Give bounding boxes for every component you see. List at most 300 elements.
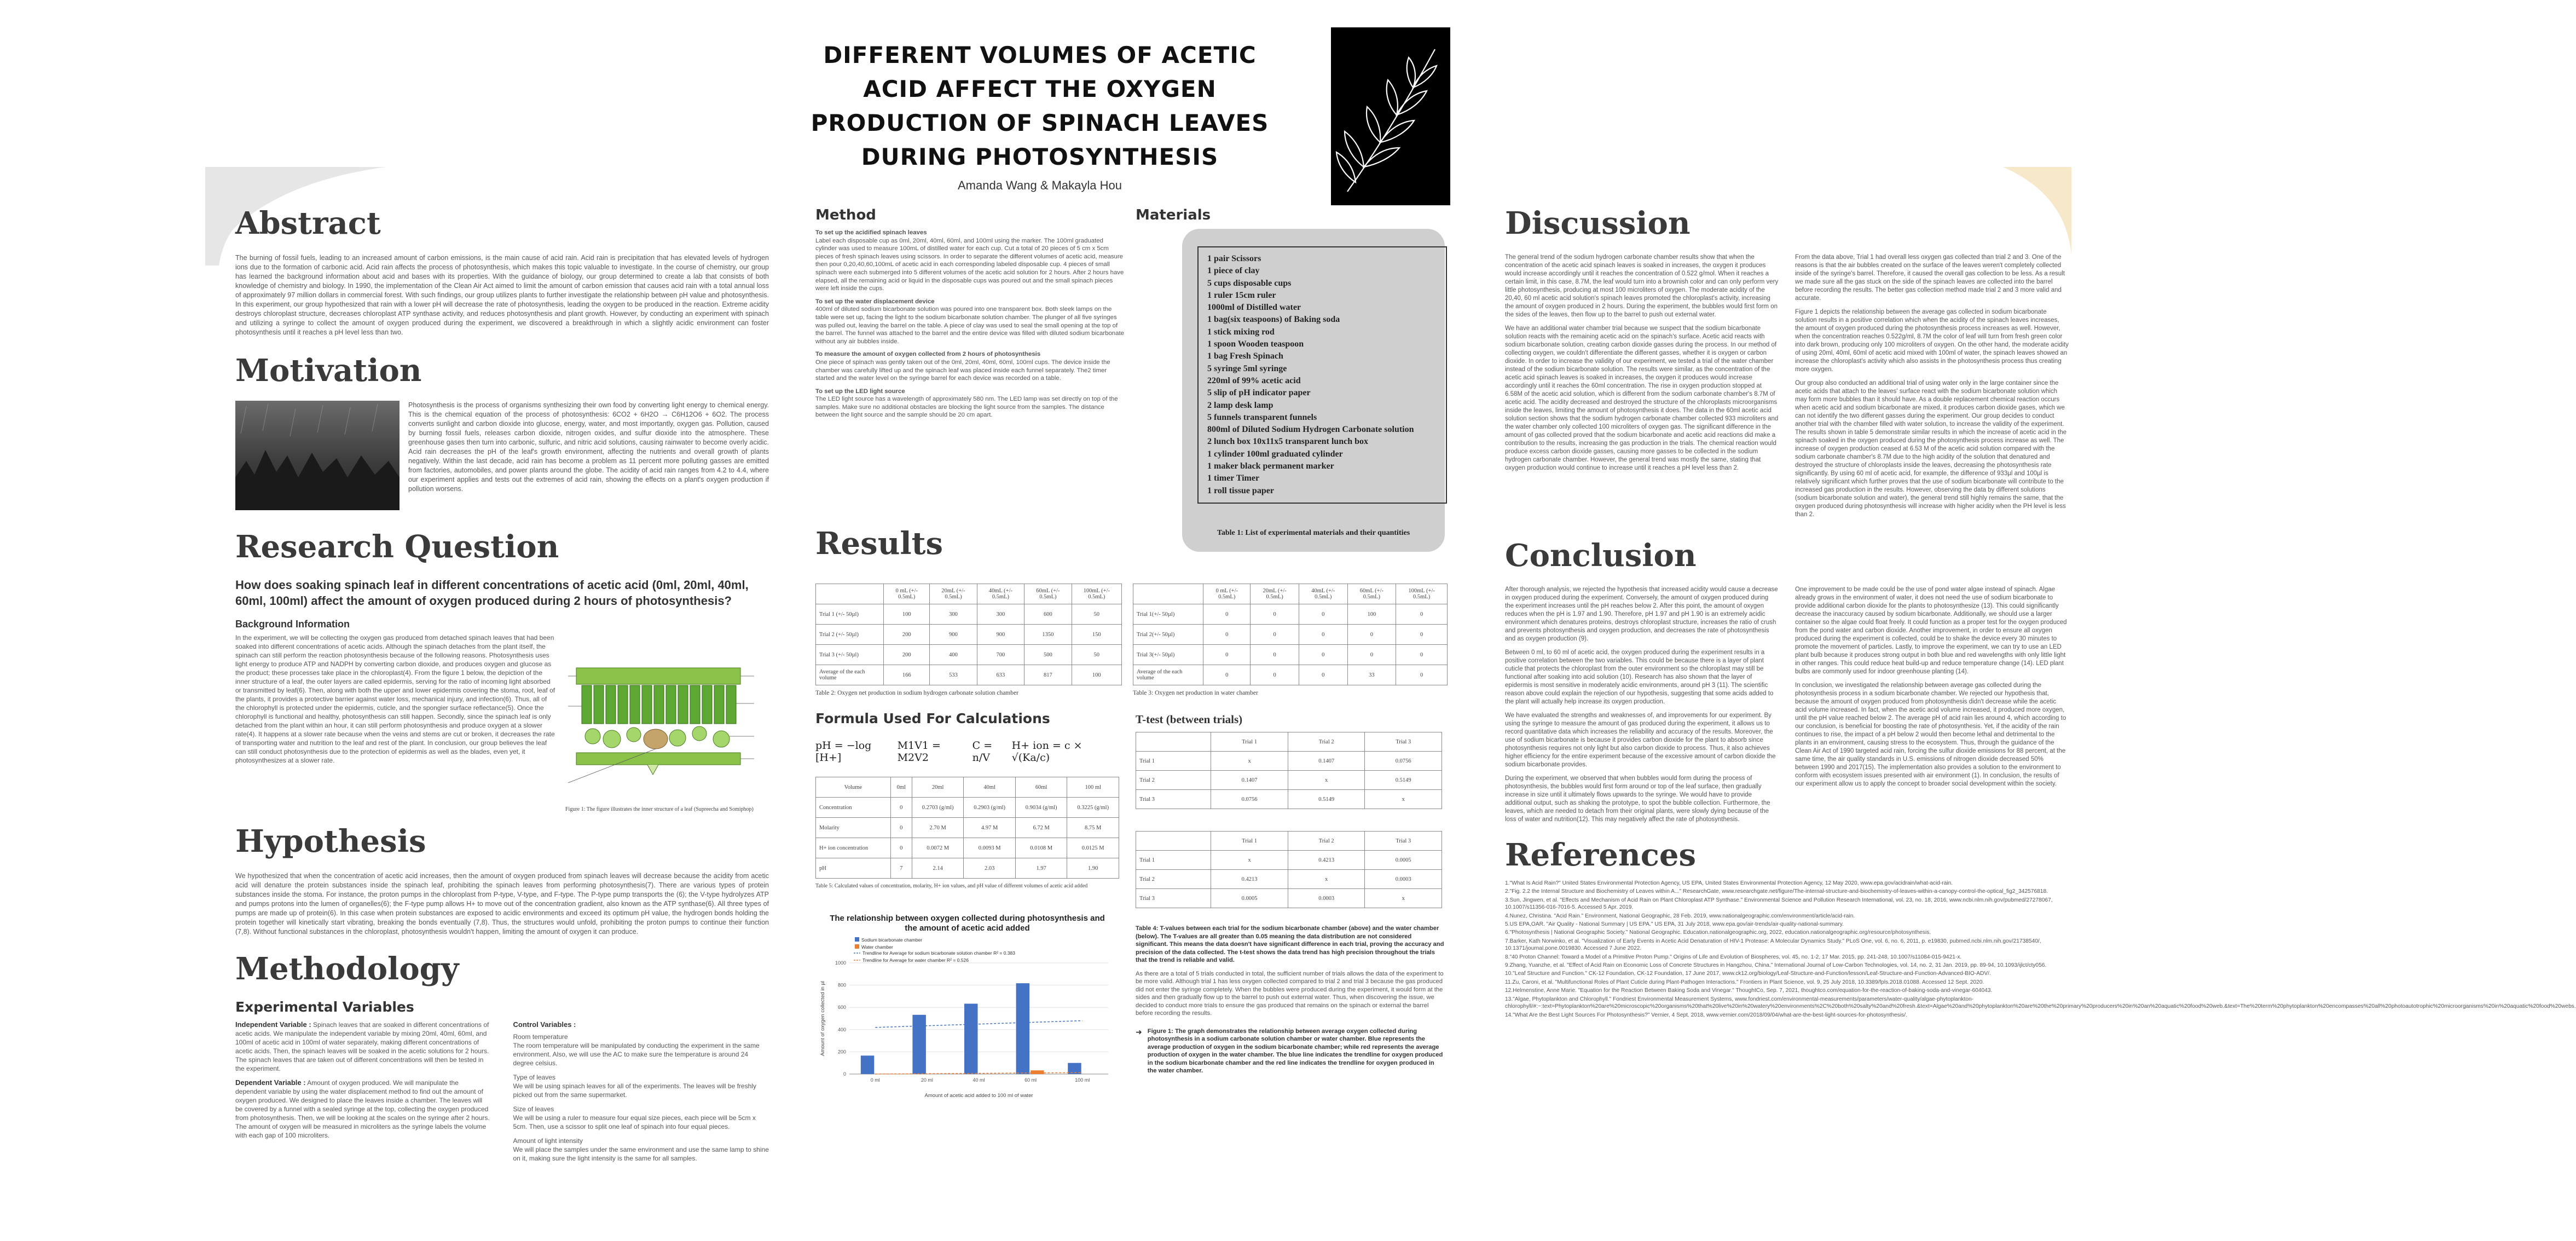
table-header-cell: 100mL (+/- 0.5mL): [1396, 584, 1448, 604]
table-cell: x: [1211, 851, 1288, 870]
reference-item: 2."Fig. 2.2 the Internal Structure and Biochemistry of Leaves within A..." ResearchGate, www.researchgate.net/figure/The-internal-structure-and-biochemistry-of-leaves-within-a-canopy-control-the-optical_fig2_342576818.: [1505, 888, 2048, 895]
table-cell: 0.5149: [1288, 790, 1365, 809]
column-method: [815, 207, 1125, 513]
y-tick-label: 1000: [835, 960, 846, 966]
table-2-caption: Table 2: Oxygen net production in sodium hydrogen carbonate solution chamber: [815, 690, 1018, 696]
table-cell: 0: [1203, 665, 1251, 685]
ttest-heading: T-test (between trials): [1136, 713, 1243, 726]
table-row-label: Trial 3: [1136, 790, 1211, 809]
table-row: [1136, 889, 1442, 908]
table-row-label: Trial 2: [1136, 870, 1211, 889]
material-item: 1 bag Fresh Spinach: [1207, 351, 1283, 361]
chart-bar: [1016, 983, 1029, 1074]
independent-variable-label: Independent Variable :: [235, 1020, 311, 1029]
table-header-cell: 20ml: [912, 777, 964, 798]
material-item: 800ml of Diluted Sodium Hydrogen Carbonate solution: [1207, 425, 1414, 435]
table-header-cell: 60ml: [1015, 777, 1067, 798]
table-row: [816, 798, 1119, 818]
table-row: [816, 858, 1119, 879]
reference-item: 13."Algae, Phytoplankton and Chlorophyll." Fondriest Environmental Measurement Systems, www.fondriest.com/environmental-measurements/parameters/water-quality/algae-phytoplankton-chlorophyll/#:~:text=Phytoplankton%20are%20microscopic%20organisms%20that%20live%20in%20watery%20environments%2C%20both%20salty%20and%20fresh.&text=Algae%20and%20phytoplankton%20are%20the%20primary%20producers%20in%20an%20aquatic%20food%20web.&text=The%20term%20phytoplankton%20encompasses%20all%20photoautotrophic%20microorganisms%20in%20aquatic%20food%20webs.: [1505, 996, 2576, 1010]
hypothesis-heading: Hypothesis: [235, 823, 426, 859]
discussion-paragraph: Our group also conducted an additional trial of using water only in the large container since the acetic acids that attach to the leaves' surface react with the sodium bicarbonate solution which may form more bubbles than it should have. As a double replacement chemical reaction occurs when acetic acid and sodium bicarbonate are mixed, it produces carbon dioxide gases, which we can not identify the two different gasses during the experiment. Our group decides to conduct another trial with the chamber filled with water solution, to increase the validity of the experiment. The results shown in table 5 demonstrate similar results in which the increase of acetic acid in the spinach soaked in the oxygen produced during the photosynthesis process increase as well. The increase of oxygen production ceased at 6.53 M of the acetic acid solution compared with the sodium carbonate chamber's 8.7M due to the high acidity of the solution that denatured and destroyed the structure of chloroplasts inside the leaves, decreasing the photosynthesis rate significantly. By using 60 ml of acetic acid, for example, the difference of 933µl and 100µl is relatively significant which further proves that the use of sodium bicarbonate will contribute to the increased gas production in the results. However, observing the data by different solutions (sodium bicarbonate solution and water), the general trend still highly remains the same, that the oxygen produced during photosynthesis will increase with higher acidity when the PH level is less than 2.: [1795, 380, 2067, 518]
material-item: 1 stick mixing rod: [1207, 327, 1275, 337]
table-header-cell: Trial 2: [1288, 832, 1365, 851]
table-header-row: [816, 777, 1119, 798]
oxygen-bar-chart: [815, 911, 1119, 1108]
method-step-title: To set up the water displacement device: [815, 298, 935, 305]
table-cell: 0: [1203, 625, 1251, 645]
legend-swatch: [855, 937, 859, 942]
table-cell: 0: [1203, 645, 1251, 665]
table-header-cell: 40ml: [964, 777, 1016, 798]
reference-item: 12.Helmenstine, Anne Marie. "Equation for the Reaction Between Baking Soda and Vinegar." ThoughtCo, Sep. 7, 2021, thoughtco.com/equation-for-the-reaction-of-baking-soda-and-vinegar-604043.: [1505, 988, 1993, 994]
materials-caption: Table 1: List of experimental materials and their quantities: [1217, 529, 1410, 537]
table-row: [816, 604, 1122, 625]
material-item: 1 pair Scissors: [1207, 254, 1261, 263]
table-cell: 0.4213: [1288, 851, 1365, 870]
table-header-cell: 0 mL (+/- 0.5mL): [1203, 584, 1251, 604]
table-cell: 0.3225 (g/ml): [1067, 798, 1119, 818]
materials-heading: Materials: [1136, 207, 1211, 223]
table-cell: 600: [1024, 604, 1072, 625]
table-cell: 1350: [1024, 625, 1072, 645]
acid-rain-photo: [235, 401, 400, 510]
conclusion-paragraph: In conclusion, we investigated the relationship between average gas collected during the photosynthesis process in a sodium bicarbonate chamber. We rejected our hypothesis that, because the amount of oxygen produced from photosynthesis didn't decrease while the acetic acid volume increased. In fact, when the acetic acid volume increased, it produced more oxygen, until the pH value reached below 2. The average pH of acid rain lies around 4, which according to our conclusion, is beneficial for boosting the rate of photosynthesis. Yet, if the acidity of the rain continues to rise, the impact of a pH below 2 would then become lethal and detrimental to the plants in an environment, causing stress to the ecosystem. Thus, through the guidance of the Clean Air Act of 1990 targeted acid rain, forcing the sulfur dioxide emissions for 88 percent, at the same time, the air quality standards in U.S. emissions of nitrogen dioxide decreased 50% between 1990 and 2017(15). The implementation also provides a solution to the environment to conform with ecosystem issues presented with air environment (1). In conclusion, the results of our experiment allow us to apply the concept to broader social development within the society.: [1795, 682, 2066, 787]
control-name: Type of leaves: [513, 1073, 555, 1081]
legend-label: Water chamber: [861, 944, 893, 950]
legend-label: Trendline for Average for water chamber R² = 0.526: [862, 957, 969, 963]
table-header-cell: [1136, 832, 1211, 851]
poster-title-block: [766, 38, 1313, 193]
table-row: [1136, 851, 1442, 870]
table-cell: 0.0005: [1365, 851, 1442, 870]
leaf-structure-figure: [565, 651, 762, 799]
table-row: [1133, 625, 1448, 645]
legend-label: Trendline for Average for sodium bicarbonate solution chamber R² = 0.383: [862, 950, 1016, 956]
control-item: [513, 1136, 769, 1163]
table-cell: 50: [1072, 604, 1121, 625]
y-tick-label: 800: [837, 982, 846, 988]
table-cell: 100: [1072, 665, 1121, 685]
control-text: We will be using a ruler to measure four equal size pieces, each piece will be 5cm x 5cm. Then, use a scissor to split one leaf of spinach into four equal pieces.: [513, 1114, 756, 1130]
material-item: 1 spoon Wooden teaspoon: [1207, 339, 1304, 349]
table-row-label: Average of the each volume: [816, 665, 884, 685]
table-cell: 0: [1396, 645, 1448, 665]
y-tick-label: 200: [837, 1049, 846, 1055]
legend-label: Sodium bicarbonate chamber: [861, 937, 923, 943]
method-step-text: 400ml of diluted sodium bicarbonate solution was poured into one transparent box. Both sleek lamps on the table were set up, facing the light to the sodium bicarbonate solution chamber. The plunger of all five syringes was pulled out, leaving the barrel on the table. A piece of clay was used to seal the small opening at the top of the barrel. The funnel was attached to the barrel and the entire device was filled with diluted sodium bicarbonate without any air bubbles inside.: [815, 306, 1124, 345]
conclusion-paragraph: During the experiment, we observed that when bubbles would form during the process of photosynthesis, the bubbles would first form around or top of the leaf surface, then gradually increase in size until it ultimately flows upwards to the syringe. We would have to provide additional output, such as shaking the prototype, to spot the bubble collection. Furthermore, the leaves, which are needed to detach from their original plants, were slowly dying because of the loss of water and nutrition(12). This may negatively affect the rate of photosynthesis.: [1505, 775, 1770, 823]
table-header-cell: Volume: [816, 777, 891, 798]
discussion-heading: Discussion: [1505, 205, 1691, 241]
table-cell: 0: [890, 838, 912, 858]
y-tick-label: 600: [837, 1005, 846, 1011]
table-cell: 0: [1299, 665, 1347, 685]
table-cell: 0.1407: [1288, 752, 1365, 771]
table-cell: 50: [1072, 645, 1121, 665]
control-text: The room temperature will be manipulated by conducting the experiment in the same environment. Also, we will use the AC to make sure the temperature is around 24 degree celsius.: [513, 1042, 760, 1067]
table-cell: 0.0756: [1211, 790, 1288, 809]
references-heading: References: [1505, 837, 1696, 873]
material-item: 1 maker black permanent marker: [1207, 461, 1334, 471]
table-header-row: [1136, 832, 1442, 851]
table-cell: 0: [890, 818, 912, 838]
chart-bar: [964, 1004, 977, 1074]
table-header-cell: 40mL (+/- 0.5mL): [1299, 584, 1347, 604]
table-cell: 533: [930, 665, 977, 685]
table-cell: 700: [977, 645, 1024, 665]
table-row: [816, 625, 1122, 645]
background-heading: Background Information: [235, 619, 350, 630]
method-step: [815, 350, 1125, 382]
reference-item: 4.Nunez, Christina. "Acid Rain." Environment, National Geographic, 28 Feb. 2019, www.nationalgeographic.com/environment/article/acid-rain.: [1505, 913, 1855, 919]
table-cell: 0.0005: [1211, 889, 1288, 908]
table-cell: 0: [1251, 604, 1299, 625]
table-header-cell: 60mL (+/- 0.5mL): [1024, 584, 1072, 604]
table-cell: 2.70 M: [912, 818, 964, 838]
experimental-variables-heading: Experimental Variables: [235, 999, 414, 1015]
table-cell: 0.9034 (g/ml): [1015, 798, 1067, 818]
materials-list: [1197, 246, 1447, 504]
conclusion-paragraph: Between 0 ml, to 60 ml of acetic acid, the oxygen produced during the experiment results in a positive correlation between the two variables. This could be because there is a layer of plant cuticle that protects the chloroplast from the outer environment so the chloroplast may still be functional after soaking into acid solution (10). Research has also shown that the layer of epidermis is most sensitive in moderately acidic environments, around pH 3 (11). The scientific reason above could explain the rejection of our hypothesis, suggesting that some acids added to the plant will actually help increase its oxygen production.: [1505, 649, 1774, 705]
ttest-table-water: [1136, 831, 1442, 908]
reference-item: 1."What Is Acid Rain?" United States Environmental Protection Agency, US EPA, United States Environmental Protection Agency, 12 May 2020, www.epa.gov/acidrain/what-acid-rain.: [1505, 880, 1953, 886]
table-cell: 1.97: [1015, 858, 1067, 879]
table-header-cell: 0ml: [890, 777, 912, 798]
table-cell: 0: [1251, 645, 1299, 665]
abstract-heading: Abstract: [235, 205, 381, 241]
table-cell: 0.1407: [1211, 771, 1288, 790]
poster-title-line: ACID AFFECT THE OXYGEN: [863, 76, 1217, 102]
x-tick-label: 0 ml: [870, 1077, 880, 1083]
table-header-cell: Trial 3: [1365, 832, 1442, 851]
table-cell: 2.03: [964, 858, 1016, 879]
table-header-row: [816, 584, 1122, 604]
table-cell: 0: [890, 798, 912, 818]
formula-heading: Formula Used For Calculations: [815, 711, 1050, 726]
table-cell: x: [1365, 889, 1442, 908]
control-variables: [513, 1020, 769, 1029]
table-cell: x: [1288, 870, 1365, 889]
poster-authors: Amanda Wang & Makayla Hou: [958, 178, 1122, 192]
table-header-cell: 100 ml: [1067, 777, 1119, 798]
table-cell: 0.2903 (g/ml): [964, 798, 1016, 818]
reference-item: 9.Zhang, Yuanzhe, et al. "Effect of Acid Rain on Economic Loss of Concrete Structures in Hangzhou, China." International Journal of Low-Carbon Technologies, vol. 14, no. 2, 31 Jan. 2019, pp. 89-94, 10.1093/ijlct/cty056.: [1505, 962, 2047, 969]
table-header-cell: 0 mL (+/- 0.5mL): [884, 584, 930, 604]
oxygen-table-sodium: [815, 584, 1122, 685]
table-row-label: Trial 2: [1136, 771, 1211, 790]
column-left: [235, 205, 769, 1234]
table-cell: 0.0072 M: [912, 838, 964, 858]
research-question: How does soaking spinach leaf in different concentrations of acetic acid (0ml, 20ml, 40ml, 60ml, 100ml) affect the amount of oxygen produced during 2 hours of photosynthesis?: [235, 578, 749, 608]
material-item: 2 lamp desk lamp: [1207, 400, 1273, 410]
reference-item: 3.Sun, Jingwen, et al. "Effects and Mechanism of Acid Rain on Plant Chloroplast ATP Synthase." Environmental Science and Pollution Research International, vol. 23, no. 18, 2016, www.ncbi.nlm.nih.gov/pubmed/27278067, 10.1007/s11356-016-7016-5. Accessed 5 Apr. 2019.: [1505, 897, 2053, 911]
method-step-title: To measure the amount of oxygen collected from 2 hours of photosynthesis: [815, 351, 1041, 358]
hypothesis-text: We hypothesized that when the concentration of acetic acid increases, then the amount of oxygen produced from spinach leaves will decrease because the acidity from acetic acid will denature the protein substances inside the spinach leaf, prohibiting the spinach leaves from performing photosynthesis(7). There are various types of protein substances inside the stoma. For instance, the proton pumps in the chloroplast from P-type, V-type, and F-type. The P-type pump transports the (6); the V-type hydrolyzes ATP and pumps protons into the lumen of organelles(6); the F-type pump allows H+ to move out of the concentration gradient, also known as the ATP synthase(6). All three types of pumps are made up of protein(6). In this case when protein substances are exposed to acidic environments and exceed its optimum pH value, the hydrogen bonds holding the protein together will kinetically start vibrating, breaking the bonds eventually (7,8). Thus, the structures would unfold, prohibiting the proton pumps to continue their function (7,8). Without functional substances in the chloroplast, photosynthesis wouldn't happen, limiting the amount of oxygen it can produce.: [235, 872, 769, 936]
legend-swatch: [855, 944, 859, 949]
table-row-label: Trial 2 (+/- 50µl): [816, 625, 884, 645]
method-step: [815, 298, 1125, 346]
column-right: [1505, 205, 2576, 1234]
materials-box: [1182, 229, 1445, 552]
table-cell: 0: [1396, 625, 1448, 645]
table-cell: 817: [1024, 665, 1072, 685]
ttest-table-sodium: [1136, 732, 1442, 809]
chart-bar: [861, 1055, 874, 1074]
table-cell: 0: [1396, 604, 1448, 625]
table-cell: 6.72 M: [1015, 818, 1067, 838]
figure-1-chart-caption: Figure 1: The graph demonstrates the relationship between average oxygen collected during photosynthesis in a sodium carbonate solution chamber or water chamber. Blue represents the average production of oxygen in the sodium bicarbonate chamber; while red represents the average production of oxygen in the water chamber. The blue line indicates the trendline for oxygen produced in the sodium bicarbonate chamber and the red line indicates the trendline for oxygen produced in the water chamber.: [1147, 1028, 1443, 1074]
chart-title: The relationship between oxygen collected during photosynthesis and: [830, 914, 1105, 923]
table-row-label: Average of the each volume: [1133, 665, 1203, 685]
material-item: 1 bag(six teaspoons) of Baking soda: [1207, 315, 1340, 325]
table-cell: 200: [884, 625, 930, 645]
motivation-text: Photosynthesis is the process of organisms synthesizing their own food by converting light energy to chemical energy. This is the chemical equation of the process of photosynthesis: 6CO2 + 6H2O → C6H12O6 + 6O2. The process converts sunlight and carbon dioxide into glucose, energy, water, and most importantly, oxygen gas. Pollution, caused by burning fossil fuels, releases carbon dioxide, nitrogen oxides, and sulfur dioxide into the atmosphere. These greenhouse gases then turn into carbonic, sulfuric, and nitric acid solutions, causing rainwater to become overly acidic. Acid rain decreases the pH of the leaf's growth environment, affecting the nutrients and overall growth of plants negatively. Within the last decade, acid rain has become a problem as 11 percent more polluting gasses are emitted from factories, automobiles, and power plants around the globe. The acidity of acid rain ranges from 4.2 to 4.4, where our experiment applies and tests out the extremes of acid rain, showing the effects on a plant's oxygen production if pollution worsens.: [408, 401, 769, 493]
table-row: [1136, 790, 1442, 809]
table-cell: 300: [977, 604, 1024, 625]
method-step: [815, 388, 1125, 419]
material-item: 1 timer Timer: [1207, 474, 1260, 483]
method-step-title: To set up the acidified spinach leaves: [815, 229, 927, 236]
table-row-label: Trial 3 (+/- 50µl): [816, 645, 884, 665]
control-text: We will be using spinach leaves for all of the experiments. The leaves will be freshly picked out from the same supermarket.: [513, 1082, 756, 1099]
table-row-label: Concentration: [816, 798, 891, 818]
control-name: Amount of light intensity: [513, 1137, 583, 1145]
y-axis-label: Amount of oxygen collected in µl: [820, 981, 826, 1056]
material-item: 1000ml of Distilled water: [1207, 303, 1301, 313]
table-cell: 300: [930, 604, 977, 625]
material-item: 1 piece of clay: [1207, 266, 1260, 276]
table-cell: x: [1211, 752, 1288, 771]
x-tick-label: 40 ml: [972, 1077, 985, 1083]
research-question-heading: Research Question: [235, 529, 559, 565]
x-tick-label: 60 ml: [1024, 1077, 1037, 1083]
table-header-cell: Trial 3: [1365, 732, 1442, 752]
method-heading: Method: [815, 207, 876, 223]
table-cell: 500: [1024, 645, 1072, 665]
reference-item: 7.Barker, Kath Norwinko, et al. "Visualization of Early Events in Acetic Acid Denaturation of HIV-1 Protease: A Molecular Dynamics Study." PLoS One, vol. 6, no. 6, 2011, p. e19830, pubmed.ncbi.nlm.nih.gov/21738540/, 10.1371/journal.pone.0019830. Accessed 7 June 2022.: [1505, 938, 2041, 952]
figure-1-caption: Figure 1: The figure illustrates the inner structure of a leaf (Supreecha and Somiphop): [565, 806, 754, 812]
table-row-label: Trial 1 (+/- 50µl): [816, 604, 884, 625]
results-heading: Results: [815, 526, 943, 562]
reference-item: 10."Leaf Structure and Function." CK-12 Foundation, CK-12 Foundation, 17 June 2017, www.ck12.org/biology/Leaf-Structure-and-Function/lesson/Leaf-Structure-and-Function-Advanced-BIO-ADV/.: [1505, 971, 1991, 977]
formula-dilution: M1V1 = M2V2: [897, 740, 941, 764]
table-cell: 0: [1299, 604, 1347, 625]
table-row: [816, 665, 1122, 685]
conclusion-paragraph: We have evaluated the strengths and weaknesses of, and improvements for our experiment. By using the syringe to measure the amount of gas produced during the experiment, it allows us to record quantitative data which increases the reliability and accuracy of the results. Moreover, the use of sodium bicarbonate is because it provides carbon dioxide for the plant to absorb since photosynthesis requires not only light but also carbon dioxide to process. Thus, it also achieves higher efficiency for the entire experiment because of the excessive amount of carbon dioxide the sodium bicarbonate provides.: [1505, 712, 1776, 768]
table-cell: 200: [884, 645, 930, 665]
table-3-caption: Table 3: Oxygen net production in water chamber: [1133, 690, 1258, 696]
dependent-variable: [235, 1078, 491, 1140]
material-item: 5 slip of pH indicator paper: [1207, 388, 1311, 398]
poster-title-line: DIFFERENT VOLUMES OF ACETIC: [823, 42, 1257, 68]
table-cell: x: [1365, 790, 1442, 809]
table-cell: 100: [1347, 604, 1396, 625]
table-cell: 0: [1347, 625, 1396, 645]
table-row-label: Molarity: [816, 818, 891, 838]
reference-item: 6."Photosynthesis | National Geographic Society." National Geographic. Education.nationalgeographic.org, 2022, education.nationalgeographic.org/resource/photosynthesis.: [1505, 930, 1931, 936]
y-tick-label: 0: [843, 1071, 846, 1077]
conclusion-heading: Conclusion: [1505, 538, 1697, 574]
dependent-variable-label: Dependent Variable :: [235, 1078, 306, 1087]
control-item: [513, 1073, 769, 1099]
table-cell: 0.0756: [1365, 752, 1442, 771]
table-row: [1133, 604, 1448, 625]
table-header-cell: 40mL (+/- 0.5mL): [977, 584, 1024, 604]
reference-item: 8."40 Proton Channel: Toward a Model of a Primitive Proton Pump." Origins of Life and Evolution of Biospheres, vol. 45, no. 1-2, 17 Mar. 2015, pp. 241-248, 10.1007/s11084-015-9421-x.: [1505, 954, 1962, 960]
material-item: 1 roll tissue paper: [1207, 486, 1274, 495]
table-header-cell: Trial 2: [1288, 732, 1365, 752]
table-cell: 8.75 M: [1067, 818, 1119, 838]
independent-variable-text: Spinach leaves that are soaked in different concentrations of acetic acids. We manipulate the independent variable by mixing 20ml, 40ml, 60ml, and 100ml of acetic acid in 100ml of water separately, making different concentrations of acetic acids. Then, the spinach leaves will be soaked in the acetic solutions for 2 hours. The spinach leaves that are taken out of different concentrations will then be tested in the experiment.: [235, 1021, 489, 1072]
x-axis-label: Amount of acetic acid added to 100 ml of water: [924, 1093, 1033, 1099]
table-header-row: [1133, 584, 1448, 604]
table-5-caption: Table 5: Calculated values of concentration, molarity, H+ ion values, and pH value of different volumes of acetic acid added: [815, 883, 1088, 889]
table-cell: 150: [1072, 625, 1121, 645]
material-item: 1 ruler 15cm ruler: [1207, 290, 1276, 300]
calculation-table: [815, 777, 1119, 879]
table-row: [816, 838, 1119, 858]
chart-bar: [912, 1015, 925, 1074]
table-header-cell: 100mL (+/- 0.5mL): [1072, 584, 1121, 604]
table-cell: 166: [884, 665, 930, 685]
table-cell: 0.0125 M: [1067, 838, 1119, 858]
table-row-label: Trial 3(+/- 50µl): [1133, 645, 1203, 665]
table-cell: 2.14: [912, 858, 964, 879]
table-cell: 0: [1251, 665, 1299, 685]
poster-title-line: PRODUCTION OF SPINACH LEAVES: [811, 109, 1269, 136]
table-cell: 0: [1347, 645, 1396, 665]
conclusion-paragraph: One improvement to be made could be the use of pond water algae instead of spinach. Algae already grows in the environment of water, it does not need the use of sodium bicarbonate to provide additional carbon dioxide for the plants to photosynthesize (13). This could significantly decrease the inaccuracy caused by sodium bicarbonate. Additionally, we should use a larger container so the algae could float freely. It could function as a proper test for the oxygen produced from the pond water and carbon dioxide. Another improvement, in order to ensure all oxygen produced during the experiment is collected, could be to shake the device every 30 minutes to promote the movement of particles. Lastly, to improve the experiment, we can try to use an LED plant bulb because it produces strong output in both blue and red wavelengths with only little light in other ranges. This could reduce heat build-up and reduce temperature change (14). LED plant bulbs are commonly used for indoor greenhouse planting (14).: [1795, 586, 2067, 675]
formula-ph: pH = −log [H+]: [815, 740, 872, 764]
forest-silhouette-icon: [235, 401, 400, 510]
method-step-text: Label each disposable cup as 0ml, 20ml, 40ml, 60ml, and 100ml using the marker. The 100ml graduated cylinder was used to measure 100mL of distilled water for each cup. Cut a total of 20 pieces of 5 cm x 5cm pieces of fresh spinach leaves using scissors. In order to separate the different volumes of acetic acid, measure then pour 0,20,40,60,100mL of acetic acid in each corresponding labeled disposable cup. 4 pieces of small spinach were each submerged into 5 different volumes of the acetic acid solution for 2 hours. After 2 hours have elapsed, all the remaining acid or liquid in the disposable cups was poured out and the small spinach pieces were left inside the cups.: [815, 237, 1124, 292]
table-header-cell: 20mL (+/- 0.5mL): [930, 584, 977, 604]
table-cell: 0.0003: [1365, 870, 1442, 889]
table-header-cell: [816, 584, 884, 604]
conclusion-paragraph: After thorough analysis, we rejected the hypothesis that increased acidity would cause a decrease in oxygen produced during the experiment. Conversely, the amount of oxygen produced during the experiment increases until the pH reaches below 2. After this point, the amount of oxygen reduces when the pH is 1.97 and 1.90. Therefore, pH 1.97 and pH 1.90 is an extremely acidic environment which denatures proteins, destroys chloroplast structure, increases the ratio of crush and prevents photosynthesis and oxygen production, and decreases the rate of photosynthesis and as oxygen production (9).: [1505, 586, 1778, 642]
table-row: [1136, 870, 1442, 889]
oxygen-table-water: [1133, 584, 1448, 685]
table-row-label: Trial 1(+/- 50µl): [1133, 604, 1203, 625]
table-row: [1133, 665, 1448, 685]
methodology-heading: Methodology: [235, 951, 459, 987]
table-row-label: Trial 1: [1136, 752, 1211, 771]
material-item: 220ml of 99% acetic acid: [1207, 376, 1301, 385]
leaf-branch-icon: [1331, 27, 1450, 205]
dependent-variable-text: Amount of oxygen produced. We will manipulate the dependent variable by using the water displacement method to find out the amount of oxygen produced. We designed to place the leaves inside a chamber. The leaves will be covered by a funnel with a sealed syringe at the top, collecting the oxygen produced from photosynthesis. Then, we will be looking at the scales on the syringe after 2 hours. The amount of oxygen will be measured in microliters as the syringe labels the volume with each gap of 100 microliters.: [235, 1079, 490, 1139]
independent-variable: [235, 1020, 491, 1073]
table-cell: 0: [1299, 625, 1347, 645]
table-4-caption: Table 4: T-values between each trial for the sodium bicarbonate chamber (above) and the water chamber (below). The T-values are all greater than 0.05 meaning the data distribution are not considered significant. This means the data doesn't have significant difference in each trial, proving the accuracy and precision of the data collected. The t-test shows the data trend has high precision throughout the trials that the trend is reliable and valid.: [1136, 925, 1444, 963]
table-header-cell: Trial 1: [1211, 732, 1288, 752]
control-text: We will place the samples under the same environment and use the same lamp to shine on it, making sure the light intensity is the same for all samples.: [513, 1146, 769, 1162]
table-row-label: pH: [816, 858, 891, 879]
control-item: [513, 1032, 769, 1067]
table-cell: 4.97 M: [964, 818, 1016, 838]
discussion-paragraph: From the data above, Trial 1 had overall less oxygen gas collected than trial 2 and 3. One of the reasons is that the air bubbles created on the surface of the leaves weren't completely collected inside of the syringe's barrel. Therefore, it caused the overall gas collection to be less. As a result we made sure all the gas stuck on the side of the spinach leaves are collected into the barrel before recording the results. The better gas collection method made trial 2 and 3 more valid and accurate.: [1795, 254, 2065, 302]
discussion-paragraph: The general trend of the sodium hydrogen carbonate chamber results show that when the concentration of the acetic acid spinach leaves is soaked in increases, the oxygen it produces would increase accordingly until it reaches the concentration of 0.522 g/mol. When it reaches a certain limit, in this case, 8.7M, the leaf would turn into a brownish color and can only perform very little photosynthesis, producing at most 100 microliters of oxygen. The moderate acidity of the 20,40, 60 ml acetic acid solution's spinach leaves promoted the chloroplast's activity, increasing the amount of oxygen produced in 2 hours. During the experiment, the bubbles would first form on the sides of the leaves, then flow up to the barrel to push out external water.: [1505, 254, 1779, 318]
material-item: 2 lunch box 10x11x5 transparent lunch box: [1207, 437, 1368, 447]
references-list: [1505, 880, 2576, 1019]
table-header-cell: [1133, 584, 1203, 604]
control-item: [513, 1105, 769, 1131]
leaf-logo: [1331, 27, 1450, 205]
arrow-right-icon: ➜: [1136, 1027, 1142, 1036]
table-cell: 0.4213: [1211, 870, 1288, 889]
table-header-cell: 60mL (+/- 0.5mL): [1347, 584, 1396, 604]
reference-item: 5.US EPA,OAR. "Air Quality - National Summary | US EPA." US EPA, 31 July 2018, www.epa.gov/air-trends/air-quality-national-summary.: [1505, 921, 1844, 928]
material-item: 5 funnels transparent funnels: [1207, 412, 1317, 422]
chart-bar: [1031, 1070, 1044, 1074]
background-text: In the experiment, we will be collecting the oxygen gas produced from detached spinach leaves that had been soaked into different concentrations of acetic acids. Although the spinach detaches from the plant itself, the spinach can still perform the reaction photosynthesis because of the following reasons. Photosynthesis uses light energy to produce ATP and NADPH by converting carbon dioxide, and produces oxygen and glucose as the product; these processes take place in the chloroplast(4). From the figure 1 below, the depiction of the inner structure of a leaf, the outer layers are called epidermis, serving for the ratio of incoming light absorbed or transmitted by leaf(6). Then, along with both the upper and lower epidermis covering the stoma, root, leaf of the plants, it provides a protective barrier against water loss, mechanical injury, and infection(6). Thus, all of the chlorophyll is protected under the epidermis, cuticle, and the spongier surface reflectance(5). Once the chlorophyll is functional and healthy, photosynthesis can still happen. Secondly, since the spinach leaf is only detached from the plant within an hour, it can still perform photosynthesis and produce oxygen at a slower rate(4). It happens at a slower rate because when the veins and stems are cut or broken, it decreases the rate of transporting water and nutrition to the leaf and rest of the plant. In conclusion, our group believes the leaf can still conduct photosynthesis due to the protection of epidermis as well as the blades, even yet, it photosynthesizes at a slower rate.: [235, 634, 555, 764]
method-step-text: One piece of spinach was gently taken out of the 0ml, 20ml, 40ml, 60ml, 100ml cups. The device inside the chamber was carefully lifted up and the spinach leaf was placed inside each funnel separately. The2 timer started and the water level on the syringe barrel for each device was recorded on a table.: [815, 359, 1110, 382]
table-row-label: Trial 1: [1136, 851, 1211, 870]
table-row: [1136, 752, 1442, 771]
table-cell: 0: [1299, 645, 1347, 665]
y-tick-label: 400: [837, 1026, 846, 1032]
control-variables-label: Control Variables :: [513, 1020, 576, 1029]
table-cell: 100: [884, 604, 930, 625]
table-header-cell: Trial 1: [1211, 832, 1288, 851]
table-cell: 0.5149: [1365, 771, 1442, 790]
column-results: [815, 526, 1456, 1237]
method-step-text: The LED light source has a wavelength of approximately 580 nm. The LED lamp was set directly on top of the samples. Make sure no additional obstacles are blocking the light source from the samples. The distance between the light source and the sample should be 20 cm apart.: [815, 396, 1118, 419]
method-step: [815, 229, 1125, 293]
control-name: Size of leaves: [513, 1105, 554, 1113]
formula-hydrogen-ion: H+ ion = c × √(Ka/c): [1011, 740, 1083, 764]
chart-title: the amount of acetic acid added: [905, 923, 1030, 933]
x-tick-label: 100 ml: [1075, 1077, 1090, 1083]
table-cell: x: [1288, 771, 1365, 790]
table-cell: 0: [1251, 625, 1299, 645]
control-name: Room temperature: [513, 1033, 568, 1041]
motivation-heading: Motivation: [235, 353, 422, 389]
table-row-label: Trial 3: [1136, 889, 1211, 908]
reference-item: 11.Zu, Caroni, et al. "Multifunctional Roles of Plant Cuticle during Plant-Pathogen Interactions." Frontiers in Plant Science, vol. 9, 25 July 2018, 10.3389/fpls.2018.01088. Accessed 12 Sept. 2020.: [1505, 979, 1984, 985]
table-cell: 0.2703 (g/ml): [912, 798, 964, 818]
reference-item: 14."What Are the Best Light Sources For Photosynthesis?" Vernier, 4 Sept. 2018, www.vernier.com/2018/09/04/what-are-the-best-light-sources-for-photosynthesis/.: [1505, 1012, 1907, 1018]
table-cell: 1.90: [1067, 858, 1119, 879]
material-item: 5 syringe 5ml syringe: [1207, 363, 1287, 373]
table-cell: 0.0108 M: [1015, 838, 1067, 858]
table-row: [1133, 645, 1448, 665]
table-cell: 0: [1203, 604, 1251, 625]
table-cell: 633: [977, 665, 1024, 685]
table-cell: 0: [1396, 665, 1448, 685]
table-row: [1136, 771, 1442, 790]
method-step-title: To set up the LED light source: [815, 388, 905, 395]
discussion-paragraph: Figure 1 depicts the relationship between the average gas collected in sodium bicarbonate solution results in a positive correlation which when the acidity of the spinach leaves increases, the amount of oxygen produced during the photosynthesis process increases as well. However, when the concentration reaches 0.522g/ml, 8.7M the color of leaf will turn from fresh green color into dark brown, producing only 100 microliters of oxygen. On the other hand, the moderate acidity of using 20ml, 40ml, 60ml of acetic acid mixed with 100ml of water, the spinach leaves showed an increase the chloroplast's activity which also assists in the photosynthesis process thus creating more oxygen.: [1795, 309, 2069, 373]
x-tick-label: 20 ml: [921, 1077, 933, 1083]
formula-concentration: C = n/V: [972, 740, 993, 764]
table-row-label: H+ ion concentration: [816, 838, 891, 858]
table-cell: 400: [930, 645, 977, 665]
table-header-cell: 20mL (+/- 0.5mL): [1251, 584, 1299, 604]
table-header-row: [1136, 732, 1442, 752]
table-cell: 900: [977, 625, 1024, 645]
table-row-label: Trial 2(+/- 50µl): [1133, 625, 1203, 645]
table-cell: 0.0093 M: [964, 838, 1016, 858]
table-cell: 0.0003: [1288, 889, 1365, 908]
table-cell: 7: [890, 858, 912, 879]
ttest-analysis: As there are a total of 5 trials conducted in total, the sufficient number of trials allows the data of the experiment to be more valid. Although trial 1 has less oxygen collected compared to trial 2 and trial 3 because the gas produced did not enter the syringe completely. When the bubbles were produced during the experiment, it would form at the sides and then gradually flow up to the barrel to push out external water. Thus, when discovering the issue, we decided to conduct more trials to ensure the gas produced that remains on the spinach or external the barrel before recording the results.: [1136, 970, 1444, 1017]
abstract-text: The burning of fossil fuels, leading to an increased amount of carbon emissions, is the main cause of acid rain. Acid rain is precipitation that has elevated levels of hydrogen ions due to the formation of carbonic acid. Acid rain affects the process of photosynthesis, which makes this topic valuable to investigate. In the course of chemistry, our group has learned the background information about acid and bases with its properties. With the guidance of biology, our group determined to create a lab that consists of both knowledge of chemistry and biology. In 1990, the implementation of the Clean Air Act aimed to limit the amount of carbon emission that causes acid rain with a total annual loss of approximately 97 million dollars in commercial forest. With such findings, our group utilizes plants to further investigate the relationship between pH value and photosynthesis. In this experiment, our group hypothesized that rain with a lower pH will decrease the rate of photosynthesis, leading the oxygen to be produced in the reaction. Extreme acidity destroys chloroplast structure, decreases chloroplast ATP synthase activity, and reduces photosynthesis and plant growth. However, by conducting an experiment with spinach and utilizing a syringe to collect the amount of oxygen produced during the experiment, we discovered a breakthrough in which a slightly acidic environment can foster photosynthesis until it reaches a pH level less than two.: [235, 254, 769, 336]
poster-title-line: DURING PHOTOSYNTHESIS: [861, 143, 1219, 170]
table-row: [816, 645, 1122, 665]
material-item: 1 cylinder 100ml graduated cylinder: [1207, 449, 1343, 459]
trendline: [875, 1021, 1082, 1028]
